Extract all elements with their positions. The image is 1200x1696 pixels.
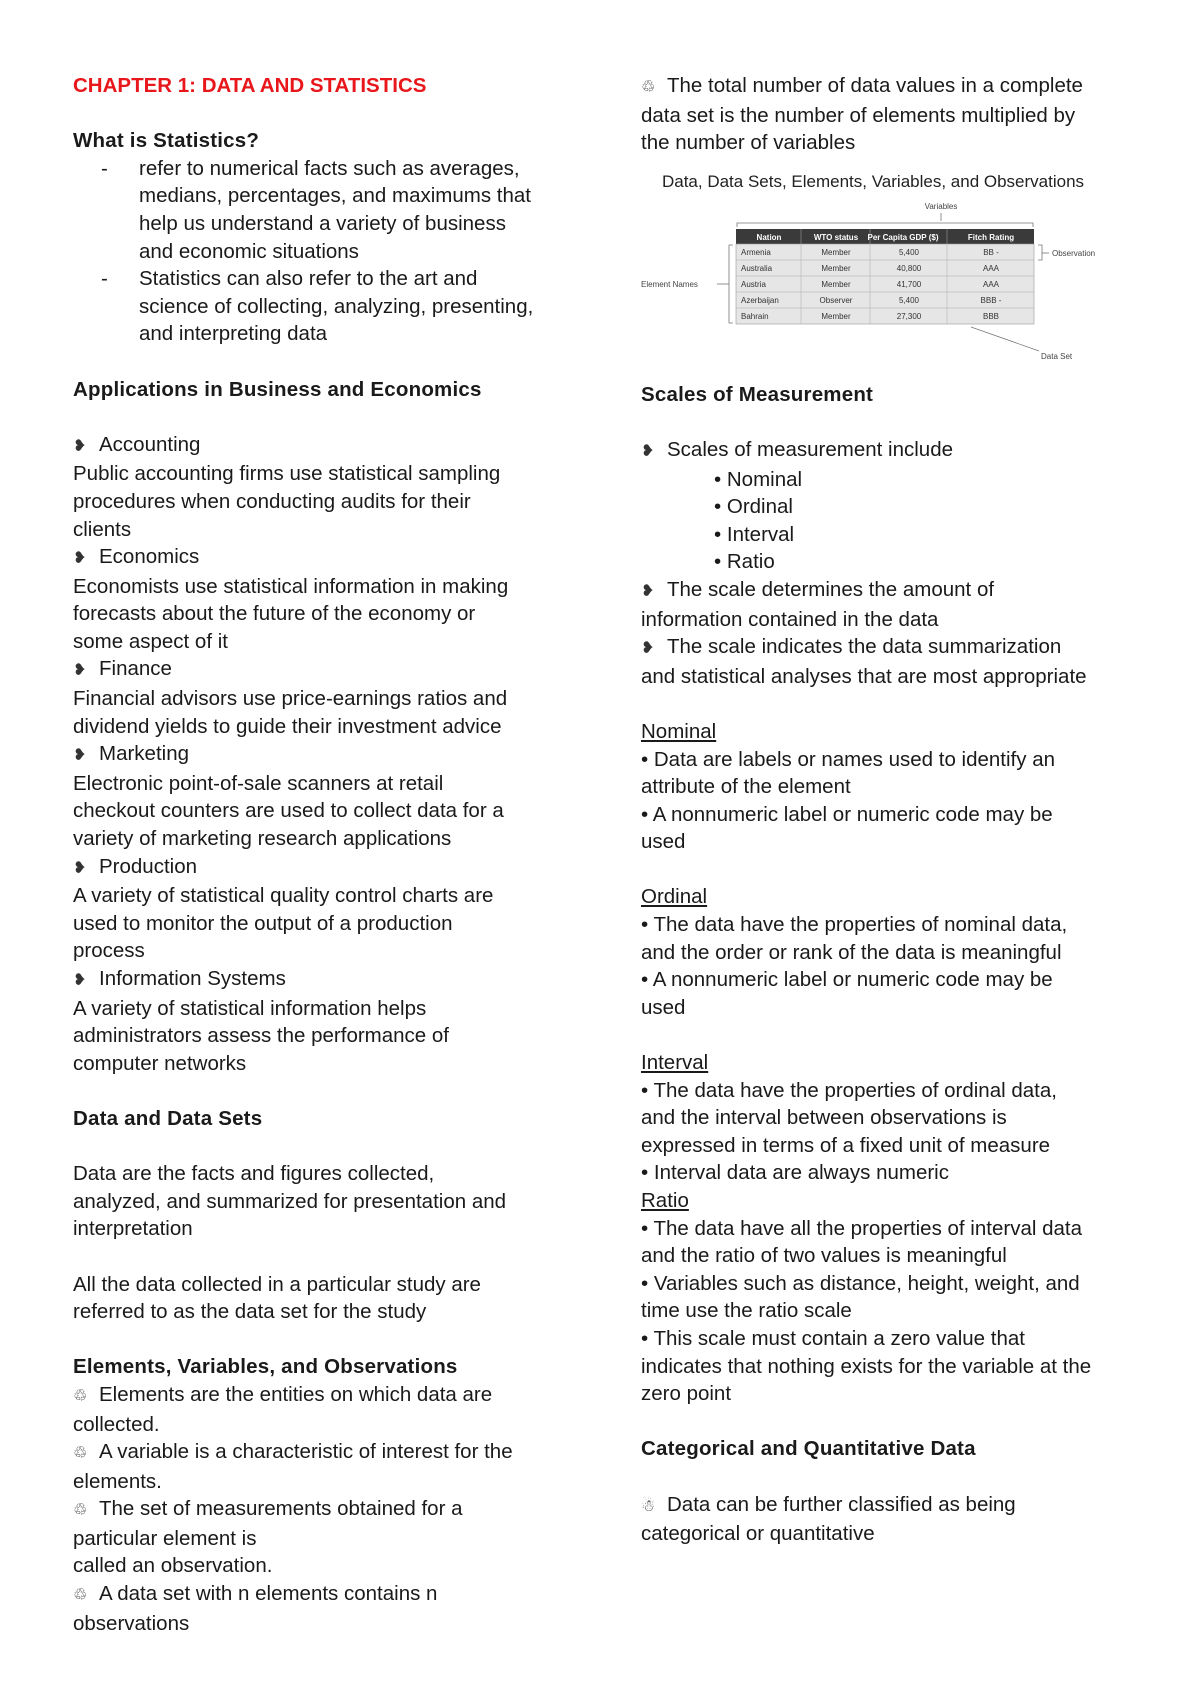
table-cell: Member [821,311,851,321]
table-cell: Australia [741,263,773,273]
recycle-icon: ♲ [73,1587,88,1605]
leaf-icon: ❥ [73,662,87,680]
leaf-icon: ❥ [641,582,655,600]
elements-heading: Elements, Variables, and Observations [73,1355,458,1379]
table-cell: Member [821,263,851,273]
table-cell: Member [821,247,851,257]
snowman-icon: ☃ [641,1497,656,1515]
recycle-icon: ♲ [73,1445,88,1463]
table-cell: BBB [982,311,1000,321]
table-cell: 5,400 [898,295,920,305]
col-header-wto: WTO status [813,232,859,242]
table-cell: AAA [982,263,1000,273]
scales-heading: Scales of Measurement [641,382,874,406]
data-set-label: Data Set [1041,351,1073,361]
leaf-icon: ❥ [641,640,655,658]
application-finance: ❥ Finance Financial advisors use price-earnings ratios and dividend yields to guide their investment advice [73,657,508,738]
list-item: • Interval [714,522,795,546]
recycle-icon: ♲ [73,1502,88,1520]
table-cell: Bahrain [741,311,769,321]
table-cell: Azerbaijan [741,295,779,305]
data-sets-heading: Data and Data Sets [73,1106,263,1130]
list-item: • Nominal [714,467,803,491]
col-header-gdp: Per Capita GDP ($) [867,232,939,242]
list-item: • Ordinal [714,495,793,519]
leaf-icon: ❥ [641,442,655,460]
table-cell: 5,400 [898,247,920,257]
list-item: - refer to numerical facts such as averages, medians, percentages, and maximums that help us understand a variety of business and economic situations [101,156,531,263]
interval-title: Interval [641,1051,709,1075]
leaf-icon: ❥ [73,550,87,568]
list-item: • Ratio [714,550,775,574]
table-cell: Austria [741,279,766,289]
application-economics: ❥ Economics Economists use statistical information in making forecasts about the future of the economy or some aspect of it [73,545,509,653]
application-production: ❥ Production A variety of statistical quality control charts are used to monitor the output of a production process [73,854,494,963]
table-cell: BBB - [980,295,1002,305]
ratio-title: Ratio [641,1189,689,1212]
table-cell: 40,800 [896,263,922,273]
what-is-statistics-heading: What is Statistics? [73,129,260,153]
figure-title: Data, Data Sets, Elements, Variables, and Observations [661,171,1085,191]
table-cell: Member [821,279,851,289]
application-accounting: ❥ Accounting Public accounting firms use statistical sampling procedures when conducting audits for their clients [73,432,501,541]
statistics-definition-list [73,155,573,348]
leaf-icon: ❥ [73,437,87,455]
table-cell: Armenia [741,247,771,257]
data-set-diagram [641,165,1101,375]
applications-heading: Applications in Business and Economics [73,377,482,401]
list-item: - Statistics can also refer to the art and science of collecting, analyzing, presenting, and interpreting data [101,267,534,346]
recycle-icon: ♲ [73,1387,88,1405]
table-cell: BB - [983,247,999,257]
table-cell: 41,700 [896,279,922,289]
leaf-icon: ❥ [73,972,87,989]
table-cell: Observer [819,295,853,305]
categorical-heading: Categorical and Quantitative Data [641,1437,976,1461]
data-set-figure [641,165,1101,375]
left-column: CHAPTER 1: DATA AND STATISTICS What is Statistics? - refer to numerical facts such as averages, medians, percentages, and maximums that help us understand a variety of business and economic situations - Statistics can also refer to the art and science of collecting, analyzing, presenting, and interpreting data Applications in Business and Economics ❥ Accounting Public accounting firms use statistical sampling procedures when conducting audits for their clients ❥ Economics Economists use statistical information in making forecasts about the future of the economy or some aspect of it ❥ Finance Financial advisors use price-earnings ratios and dividend yields to guide their investment advice ❥ Marketing Electronic point-of-sale scanners at retail checkout counters are used to collect data for a variety of marketing research applications ❥ Production A variety of statistical quality control charts are used to monitor the output of a production process ❥ Information Systems A variety of statistical information helps administrators assess the performance of computer networks Data and Data Sets Data are the facts and figures collected, analyzed, and summarized for presentation and interpretation All the data collected in a particular study are referred to as the data set for the study Elements, Variables, and Observations ♲ Elements are the entities on which data are collected. ♲ A variable is a characteristic of interest for the elements. ♲ The set of measurements obtained for a particular element is called an observation. ♲ A data set with n elements contains n observations [73,72,573,1637]
col-header-nation: Nation [756,232,782,242]
application-information-systems: ❥ Information Systems A variety of statistical information helps administrators assess the performance of computer networks [73,967,449,1075]
element-names-label: Element Names [641,279,698,289]
observation-label: Observation [1052,248,1096,258]
col-header-fitch: Fitch Rating [967,232,1015,242]
leaf-icon: ❥ [73,747,87,765]
nominal-title: Nominal [641,719,717,743]
recycle-icon: ♲ [641,79,656,96]
variables-label: Variables [924,201,958,211]
application-marketing: ❥ Marketing Electronic point-of-sale scanners at retail checkout counters are used to collect data for a variety of marketing research applications [73,742,504,851]
right-column: ♲ The total number of data values in a complete data set is the number of elements multiplied by the number of variables Data, Data Sets, Elements, Variables, and Observations Variables Nation WTO status Per Capita GDP ($) Fitch Rating Armenia Member 5,400 BB - Australia Member 40,800 AAA Austria Member 41,700 AAA Azerbaijan Observer 5,400 BBB - Bahrain Member 27,300 BBB Element Names Observation Data Set Scales of Measurement ❥ Scales of measurement include • Nominal • Ordinal • Interval • Ratio ❥ The scale determines the amount of information contained in the data ❥ The scale indicates the data summarization and statistical analyses that are most appropriate Nominal • Data are labels or names used to identify an attribute of the element • A nonnumeric label or numeric code may be used Ordinal • The data have the properties of nominal data, and the order or rank of the data is meaningful • A nonnumeric label or numeric code may be used Interval • The data have the properties of ordinal data, and the interval between observations is expressed in terms of a fixed unit of measure • Interval data are always numeric Ratio • The data have all the properties of interval data and the ratio of two values is meaningful • Variables such as distance, height, weight, and time use the ratio scale • This scale must contain a zero value that indicates that nothing exists for the variable at the zero point Categorical and Quantitative Data ☃ Data can be further classified as being categorical or quantitative [641,72,1141,1548]
table-cell: 27,300 [896,311,922,321]
table-cell: AAA [982,279,1000,289]
ordinal-title: Ordinal [641,885,708,909]
chapter-title: CHAPTER 1: DATA AND STATISTICS [73,74,427,97]
leaf-icon: ❥ [73,859,87,877]
